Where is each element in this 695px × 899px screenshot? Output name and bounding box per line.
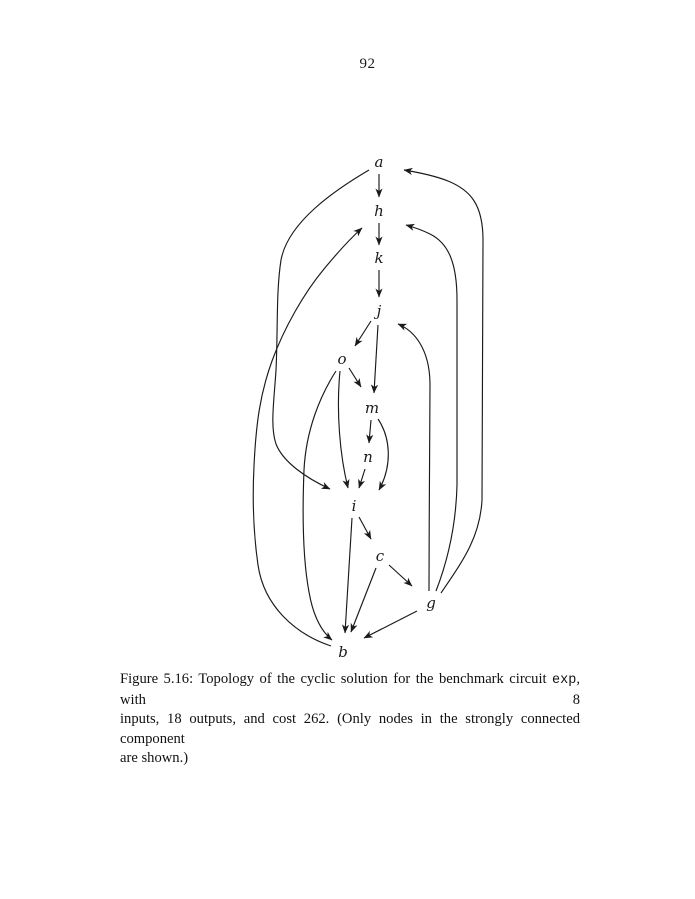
caption-line-2: inputs, 18 outputs, and cost 262. (Only nodes in the strongly connected component — [120, 711, 580, 747]
node-label-m: m — [364, 399, 380, 417]
node-label-j: j — [376, 302, 382, 320]
caption-text: , with 8 — [120, 671, 580, 708]
figure-caption — [120, 670, 580, 769]
edge-c-b — [351, 568, 376, 632]
caption-circuit-name: exp — [552, 673, 577, 688]
caption-line-3: are shown.) — [120, 750, 189, 766]
edge-g-j — [398, 324, 430, 591]
node-label-a: a — [374, 153, 384, 171]
edge-m-i — [378, 419, 388, 490]
edge-g-a — [404, 170, 483, 593]
caption-text: Figure 5.16: Topology of the cyclic solution for the benchmark circuit — [120, 671, 553, 687]
edge-o-i — [338, 371, 348, 488]
node-label-i: i — [351, 497, 357, 515]
edge-o-m — [349, 368, 361, 387]
node-label-n: n — [363, 448, 373, 466]
edge-m-n — [369, 420, 371, 443]
edge-c-g — [389, 565, 412, 586]
node-label-g: g — [426, 594, 436, 612]
edge-o-b — [303, 371, 336, 640]
edge-a-i — [273, 170, 369, 489]
edge-i-b — [345, 518, 352, 633]
edge-j-m — [374, 325, 378, 393]
node-label-b: b — [338, 643, 348, 661]
edge-i-c — [359, 517, 371, 539]
node-label-o: o — [337, 350, 347, 368]
edge-n-i — [359, 469, 365, 488]
edge-g-b — [364, 611, 417, 638]
caption-line-1 — [120, 670, 580, 710]
page-number: 92 — [359, 56, 376, 72]
node-label-c: c — [375, 547, 385, 565]
edge-g-h — [406, 225, 457, 591]
edge-j-o — [355, 321, 371, 346]
node-label-h: h — [374, 202, 384, 220]
node-label-k: k — [374, 249, 384, 267]
